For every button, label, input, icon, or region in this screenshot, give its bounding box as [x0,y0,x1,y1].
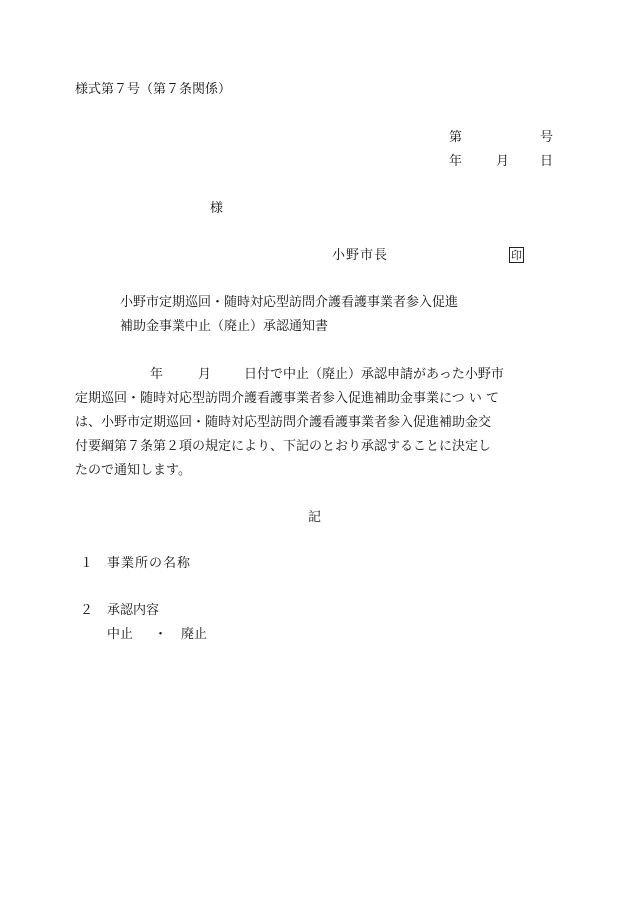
body-line-5: たので通知します。 [75,463,191,478]
form-label: 様式第７号（第７条関係） [75,82,232,97]
addressee-suffix: 様 [210,201,224,216]
body-line-1-rest: 日付で中止（廃止）承認申請があった小野市 [244,367,504,382]
seal-box: 印 [511,249,522,262]
item-1-number: １ [80,556,94,571]
body-line-4: 付要綱第７条第２項の規定により、下記のとおり承認することに決定し [75,439,492,454]
item-2-number: ２ [80,603,94,618]
date-day-label: 日 [540,154,554,169]
title-line-1: 小野市定期巡回・随時対応型訪問介護看護事業者参入促進 [120,295,459,310]
body-line-3: は、小野市定期巡回・随時対応型訪問介護看護事業者参入促進補助金交 [75,415,492,430]
date-month-label: 月 [496,154,510,169]
body-date-year: 年 [150,367,164,382]
ki-heading: 記 [308,510,322,525]
item-1-label: 事業所の名称 [107,556,192,571]
option-separator: ・ [154,627,168,642]
option-haishi: 廃止 [181,627,208,642]
number-go: 号 [540,130,554,145]
body-date-month: 月 [198,367,212,382]
option-chushi: 中止 [107,627,134,642]
date-year-label: 年 [449,154,463,169]
body-line-2: 定期巡回・随時対応型訪問介護看護事業者参入促進補助金事業につ い て [75,391,500,406]
seal-mark [509,247,524,264]
number-dai: 第 [449,130,463,145]
item-2-label: 承認内容 [107,603,160,618]
sender-title: 小野市長 [332,248,389,263]
title-line-2: 補助金事業中止（廃止）承認通知書 [120,319,329,334]
